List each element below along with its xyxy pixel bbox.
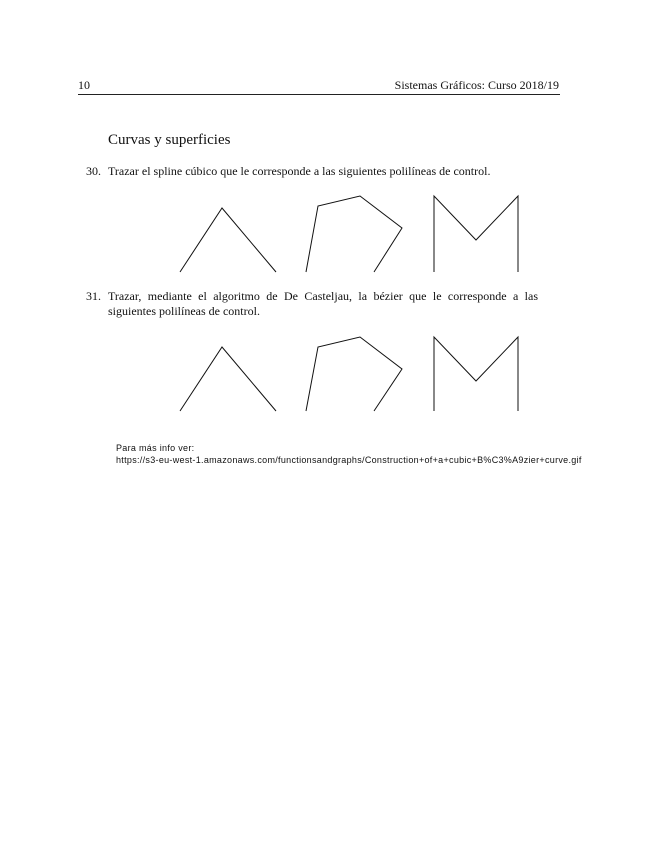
running-header: Sistemas Gráficos: Curso 2018/19 <box>394 78 559 92</box>
more-info-label: Para más info ver: <box>116 443 195 453</box>
control-polylines-figure-31 <box>170 331 530 413</box>
more-info-note <box>116 442 582 466</box>
exercise-30-text: Trazar el spline cúbico que le corresponde a las siguientes polilíneas de control. <box>108 164 491 178</box>
control-polyline-caret <box>180 208 276 272</box>
control-polyline-m <box>434 337 518 411</box>
section-title: Curvas y superficies <box>108 132 231 148</box>
exercise-31-number: 31. <box>86 289 101 303</box>
control-polyline-caret <box>180 347 276 411</box>
control-polyline-hexagon <box>306 337 402 411</box>
exercise-30-figure <box>170 192 530 274</box>
exercise-30-number: 30. <box>86 164 101 178</box>
header-rule <box>78 94 560 95</box>
control-polylines-figure-30 <box>170 192 530 274</box>
exercise-31-text: Trazar, mediante el algoritmo de De Casteljau, la bézier que le corresponde a las siguientes polilíneas de control. <box>108 289 538 318</box>
control-polyline-hexagon <box>306 196 402 272</box>
more-info-url[interactable]: https://s3-eu-west-1.amazonaws.com/functionsandgraphs/Construction+of+a+cubic+B%C3%A9zier+curve.gif <box>116 455 582 465</box>
control-polyline-m <box>434 196 518 272</box>
exercise-31-figure <box>170 331 530 413</box>
page-number: 10 <box>78 78 90 92</box>
